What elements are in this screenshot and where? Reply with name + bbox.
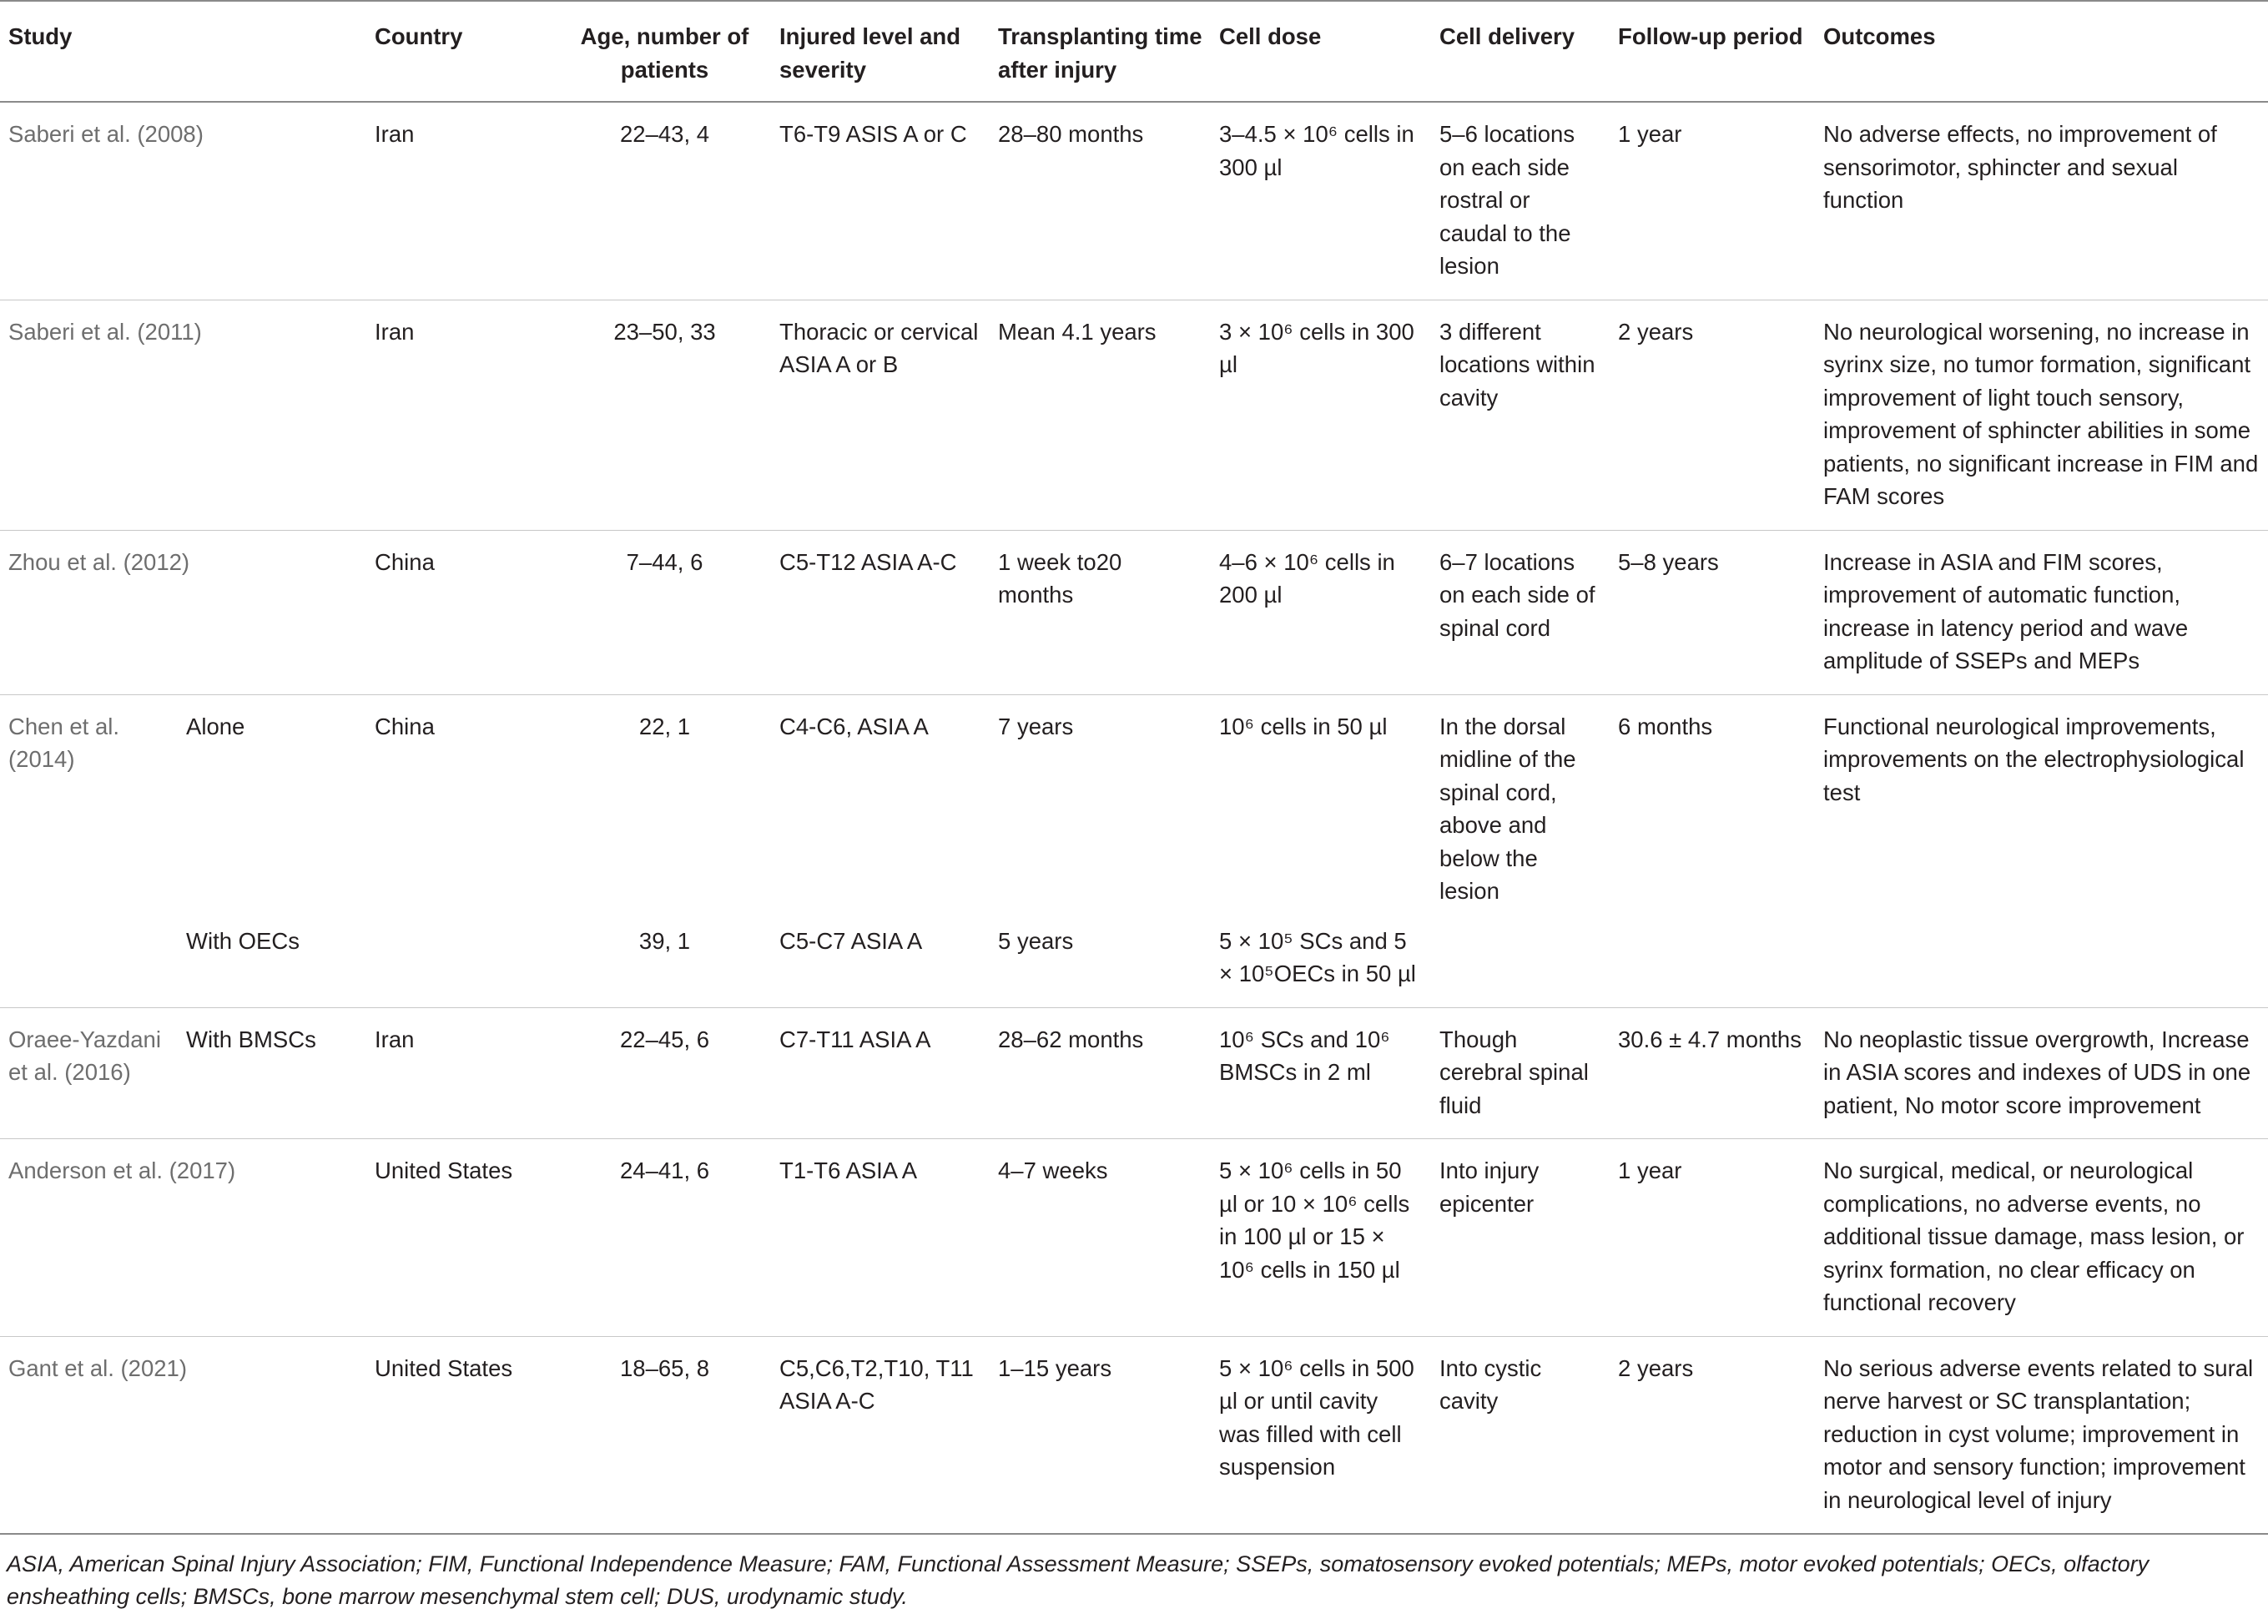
time-cell: 28–62 months (990, 1007, 1211, 1139)
table-footnote: ASIA, American Spinal Injury Association; FIM, Functional Independence Measure; FAM, Functional Assessment Measure; SSEPs, somatosensory evoked potentials; MEPs, motor evoked potentials; OECs, olfactory ensheathing cells; BMSCs, bone marrow mesenchymal stem cell; DUS, urodynamic study. (7, 1551, 2150, 1609)
subgroup-cell: Alone (178, 694, 366, 925)
dose-cell: 4–6 × 10⁶ cells in 200 µl (1211, 530, 1431, 694)
age-cell: 22, 1 (558, 694, 771, 925)
level-cell: C4-C6, ASIA A (771, 694, 990, 925)
age-cell: 22–43, 4 (558, 102, 771, 300)
time-cell: Mean 4.1 years (990, 300, 1211, 530)
study-cell: Chen et al. (2014) (0, 694, 178, 925)
dose-cell: 3–4.5 × 10⁶ cells in 300 µl (1211, 102, 1431, 300)
outcomes-cell: No neurological worsening, no increase in syrinx size, no tumor formation, significant improvement of light touch sensory, improvement of sphincter abilities in some patients, no significant increase in FIM and FAM scores (1815, 300, 2268, 530)
level-cell: C5-C7 ASIA A (779, 927, 923, 954)
country-cell: China (366, 694, 558, 925)
age-cell: 7–44, 6 (558, 530, 771, 694)
country-cell: Iran (366, 102, 558, 300)
study-cell: Saberi et al. (2008) (0, 102, 366, 300)
country-cell: United States (366, 1139, 558, 1337)
outcomes-cell: No serious adverse events related to sural nerve harvest or SC transplantation; reduction in cyst volume; improvement in motor and sensory function; improvement in neurological level of injury (1815, 1336, 2268, 1534)
delivery-cell: Into injury epicenter (1431, 1139, 1610, 1337)
table-row (0, 925, 2268, 1008)
age-cell: 23–50, 33 (558, 300, 771, 530)
dose-cell: 10⁶ cells in 50 µl (1211, 694, 1431, 925)
header-country: Country (366, 1, 558, 102)
header-time: Transplanting time after injury (990, 1, 1211, 102)
header-delivery: Cell delivery (1431, 1, 1610, 102)
followup-cell: 5–8 years (1610, 530, 1815, 694)
time-cell: 1–15 years (990, 1336, 1211, 1534)
country-cell: Iran (366, 1007, 558, 1139)
delivery-cell: Into cystic cavity (1431, 1336, 1610, 1534)
delivery-cell: 6–7 locations on each side of spinal cord (1431, 530, 1610, 694)
study-cell: Anderson et al. (2017) (0, 1139, 366, 1337)
level-cell: T6-T9 ASIS A or C (771, 102, 990, 300)
delivery-cell: 5–6 locations on each side rostral or caudal to the lesion (1431, 102, 1610, 300)
time-cell: 7 years (990, 694, 1211, 925)
table-row (0, 1139, 2268, 1337)
followup-cell: 1 year (1610, 1139, 1815, 1337)
delivery-cell (1431, 925, 1610, 1008)
level-cell: T1-T6 ASIA A (771, 1139, 990, 1337)
country-cell: United States (366, 1336, 558, 1534)
study-cell: Saberi et al. (2011) (0, 300, 366, 530)
dose-cell: 5 × 10⁶ cells in 50 µl or 10 × 10⁶ cells in 100 µl or 15 × 10⁶ cells in 150 µl (1211, 1139, 1431, 1337)
header-row (0, 1, 2268, 102)
subgroup-cell: With OECs (186, 927, 300, 954)
dose-cell: 3 × 10⁶ cells in 300 µl (1211, 300, 1431, 530)
dose-cell: 5 × 10⁶ cells in 500 µl or until cavity was filled with cell suspension (1211, 1336, 1431, 1534)
outcomes-cell: No neoplastic tissue overgrowth, Increase in ASIA scores and indexes of UDS in one patient, No motor score improvement (1815, 1007, 2268, 1139)
level-cell: Thoracic or cervical ASIA A or B (771, 300, 990, 530)
dose-cell: 5 × 10⁵ SCs and 5 × 10⁵OECs in 50 µl (1219, 927, 1416, 986)
age-cell: 18–65, 8 (558, 1336, 771, 1534)
outcomes-cell (1815, 925, 2268, 1008)
delivery-cell: In the dorsal midline of the spinal cord, above and below the lesion (1431, 694, 1610, 925)
delivery-cell: Though cerebral spinal fluid (1431, 1007, 1610, 1139)
country-cell: China (366, 530, 558, 694)
followup-cell: 2 years (1610, 1336, 1815, 1534)
table-row (0, 530, 2268, 694)
outcomes-cell: Functional neurological improvements, improvements on the electrophysiological test (1815, 694, 2268, 925)
outcomes-cell: No surgical, medical, or neurological complications, no adverse events, no additional tissue damage, mass lesion, or syrinx formation, no clear efficacy on functional recovery (1815, 1139, 2268, 1337)
time-cell: 4–7 weeks (990, 1139, 1211, 1337)
delivery-cell: 3 different locations within cavity (1431, 300, 1610, 530)
country-cell: Iran (366, 300, 558, 530)
age-cell: 39, 1 (638, 927, 691, 954)
time-cell: 5 years (998, 927, 1074, 954)
header-followup: Follow-up period (1610, 1, 1815, 102)
outcomes-cell: No adverse effects, no improvement of sensorimotor, sphincter and sexual function (1815, 102, 2268, 300)
age-cell: 24–41, 6 (558, 1139, 771, 1337)
header-dose: Cell dose (1211, 1, 1431, 102)
followup-cell: 2 years (1610, 300, 1815, 530)
dose-cell: 10⁶ SCs and 10⁶ BMSCs in 2 ml (1211, 1007, 1431, 1139)
level-cell: C5-T12 ASIA A-C (771, 530, 990, 694)
followup-cell: 6 months (1610, 694, 1815, 925)
level-cell: C7-T11 ASIA A (771, 1007, 990, 1139)
header-level: Injured level and severity (771, 1, 990, 102)
followup-cell: 30.6 ± 4.7 months (1610, 1007, 1815, 1139)
followup-cell: 1 year (1610, 102, 1815, 300)
header-outcomes: Outcomes (1815, 1, 2268, 102)
table-row (0, 102, 2268, 300)
study-cell: Gant et al. (2021) (0, 1336, 366, 1534)
header-age: Age, number of patients (558, 1, 771, 102)
subgroup-cell: With BMSCs (178, 1007, 366, 1139)
table-row (0, 1007, 2268, 1139)
age-cell: 22–45, 6 (558, 1007, 771, 1139)
followup-cell (1610, 925, 1815, 1008)
time-cell: 1 week to20 months (990, 530, 1211, 694)
table-row (0, 300, 2268, 530)
table-row (0, 694, 2268, 925)
outcomes-cell: Increase in ASIA and FIM scores, improvement of automatic function, increase in latency period and wave amplitude of SSEPs and MEPs (1815, 530, 2268, 694)
country-cell (366, 925, 558, 1008)
study-cell: Zhou et al. (2012) (0, 530, 366, 694)
table-row (0, 1336, 2268, 1534)
time-cell: 28–80 months (990, 102, 1211, 300)
header-study: Study (0, 1, 366, 102)
level-cell: C5,C6,T2,T10, T11 ASIA A-C (771, 1336, 990, 1534)
study-cell: Oraee-Yazdani et al. (2016) (0, 1007, 178, 1139)
study-cell (0, 925, 178, 1008)
